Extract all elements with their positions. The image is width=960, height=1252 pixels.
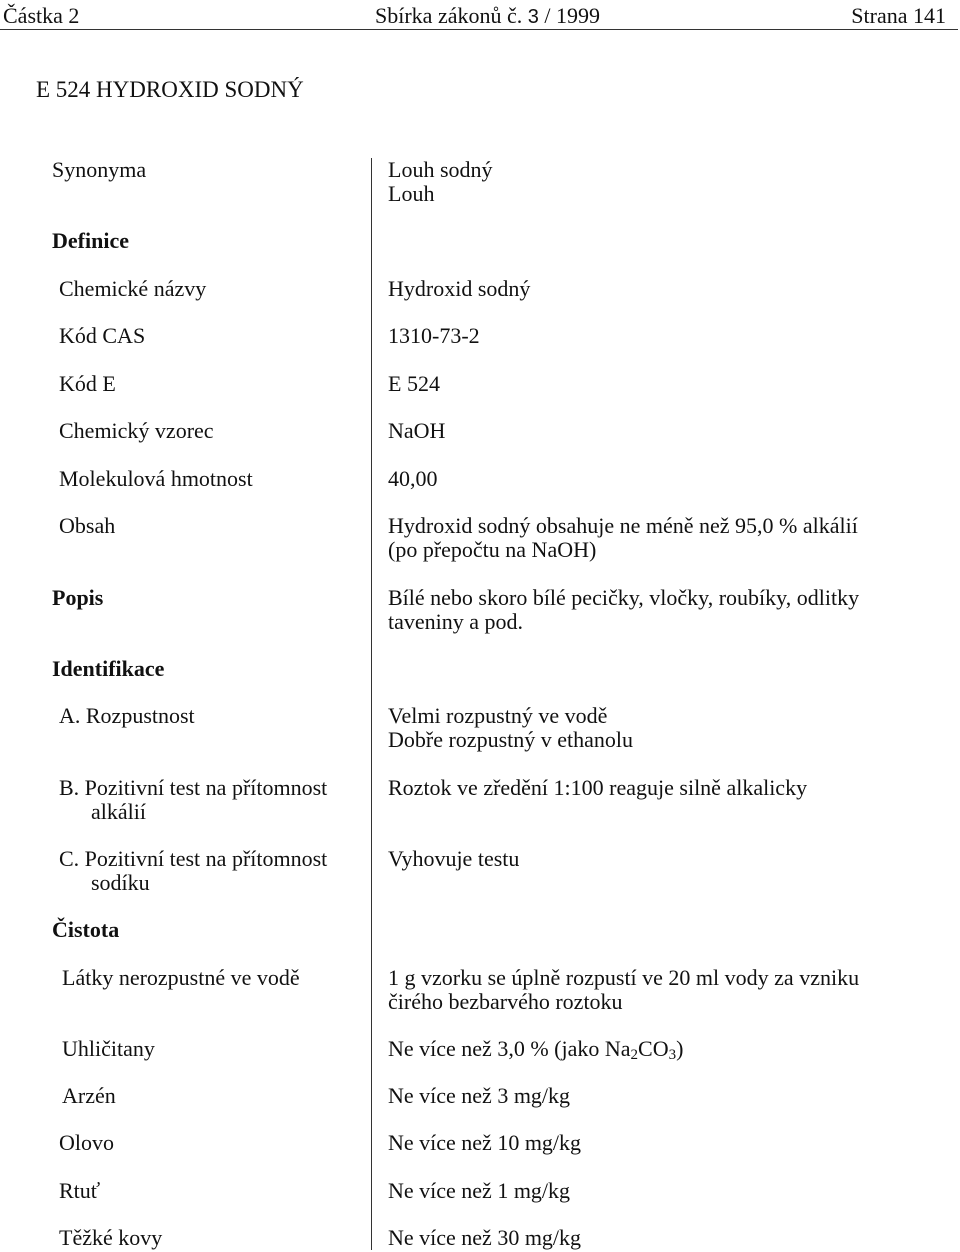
latky-nerozpustne-value bbox=[388, 966, 948, 1014]
header-collection bbox=[375, 4, 600, 29]
identifikace-heading: Identifikace bbox=[52, 656, 165, 681]
header-collection-text: Sbírka zákonů č. bbox=[375, 3, 528, 28]
obsah-value-2: (po přepočtu na NaOH) bbox=[388, 537, 597, 562]
synonyma-value-1: Louh sodný bbox=[388, 157, 493, 182]
test-sodiku-label-1: C. Pozitivní test na přítomnost bbox=[59, 846, 328, 871]
page-title: E 524 HYDROXID SODNÝ bbox=[36, 77, 304, 102]
header-rule bbox=[0, 29, 958, 30]
header-page-number: Strana 141 bbox=[851, 3, 946, 28]
latky-nerozpustne-value-2: čirého bezbarvého roztoku bbox=[388, 989, 623, 1014]
obsah-label: Obsah bbox=[59, 513, 116, 538]
rozpustnost-value-2: Dobře rozpustný v ethanolu bbox=[388, 727, 633, 752]
chemicky-vzorec-label: Chemický vzorec bbox=[59, 418, 214, 443]
column-divider bbox=[371, 158, 372, 1250]
header-issue: Částka 2 bbox=[3, 3, 80, 28]
rozpustnost-value bbox=[388, 704, 948, 752]
olovo-value: Ne více než 10 mg/kg bbox=[388, 1130, 582, 1155]
definice-heading: Definice bbox=[52, 228, 129, 253]
kod-cas-value: 1310-73-2 bbox=[388, 323, 480, 348]
page-header bbox=[0, 4, 960, 28]
test-alkalii-label-2: alkálií bbox=[91, 799, 146, 824]
arzen-value: Ne více než 3 mg/kg bbox=[388, 1083, 571, 1108]
olovo-label: Olovo bbox=[59, 1130, 114, 1155]
header-collection-year: / 1999 bbox=[538, 3, 600, 28]
uhlicitany-subscript-2: 2 bbox=[630, 1047, 639, 1063]
kod-e-value: E 524 bbox=[388, 371, 440, 396]
test-alkalii-label bbox=[59, 776, 327, 824]
uhlicitany-label: Uhličitany bbox=[62, 1036, 155, 1061]
rtut-value: Ne více než 1 mg/kg bbox=[388, 1178, 571, 1203]
cistota-heading: Čistota bbox=[52, 917, 120, 942]
uhlicitany-value bbox=[388, 1037, 948, 1061]
obsah-value bbox=[388, 514, 948, 562]
synonyma-value bbox=[388, 158, 948, 206]
test-alkalii-value: Roztok ve zředění 1:100 reaguje silně alkalicky bbox=[388, 775, 808, 800]
obsah-value-1: Hydroxid sodný obsahuje ne méně než 95,0 % alkálií bbox=[388, 513, 858, 538]
test-sodiku-value: Vyhovuje testu bbox=[388, 846, 520, 871]
synonyma-label: Synonyma bbox=[52, 157, 147, 182]
rozpustnost-value-1: Velmi rozpustný ve vodě bbox=[388, 703, 608, 728]
rozpustnost-label: A. Rozpustnost bbox=[59, 703, 195, 728]
chemicke-nazvy-value: Hydroxid sodný bbox=[388, 276, 531, 301]
popis-value-1: Bílé nebo skoro bílé pecičky, vločky, roubíky, odlitky bbox=[388, 585, 860, 610]
tezke-kovy-value: Ne více než 30 mg/kg bbox=[388, 1225, 582, 1250]
header-collection-number: 3 bbox=[527, 6, 539, 28]
test-sodiku-label-2: sodíku bbox=[91, 870, 150, 895]
uhlicitany-value-prefix: Ne více než 3,0 % (jako Na bbox=[388, 1036, 631, 1061]
popis-heading: Popis bbox=[52, 585, 104, 610]
rtut-label: Rtuť bbox=[59, 1178, 101, 1203]
kod-cas-label: Kód CAS bbox=[59, 323, 146, 348]
tezke-kovy-label: Těžké kovy bbox=[59, 1225, 163, 1250]
molekulova-hmotnost-value: 40,00 bbox=[388, 466, 438, 491]
uhlicitany-subscript-3: 3 bbox=[668, 1047, 677, 1063]
uhlicitany-value-mid: CO bbox=[638, 1036, 669, 1061]
uhlicitany-value-suffix: ) bbox=[676, 1036, 684, 1061]
test-sodiku-label bbox=[59, 847, 327, 895]
chemicky-vzorec-value: NaOH bbox=[388, 418, 446, 443]
chemicke-nazvy-label: Chemické názvy bbox=[59, 276, 207, 301]
latky-nerozpustne-label: Látky nerozpustné ve vodě bbox=[62, 965, 300, 990]
popis-value-2: taveniny a pod. bbox=[388, 609, 524, 634]
latky-nerozpustne-value-1: 1 g vzorku se úplně rozpustí ve 20 ml vody za vzniku bbox=[388, 965, 860, 990]
kod-e-label: Kód E bbox=[59, 371, 116, 396]
test-alkalii-label-1: B. Pozitivní test na přítomnost bbox=[59, 775, 328, 800]
synonyma-value-2: Louh bbox=[388, 181, 435, 206]
popis-value bbox=[388, 586, 948, 634]
arzen-label: Arzén bbox=[62, 1083, 116, 1108]
molekulova-hmotnost-label: Molekulová hmotnost bbox=[59, 466, 253, 491]
